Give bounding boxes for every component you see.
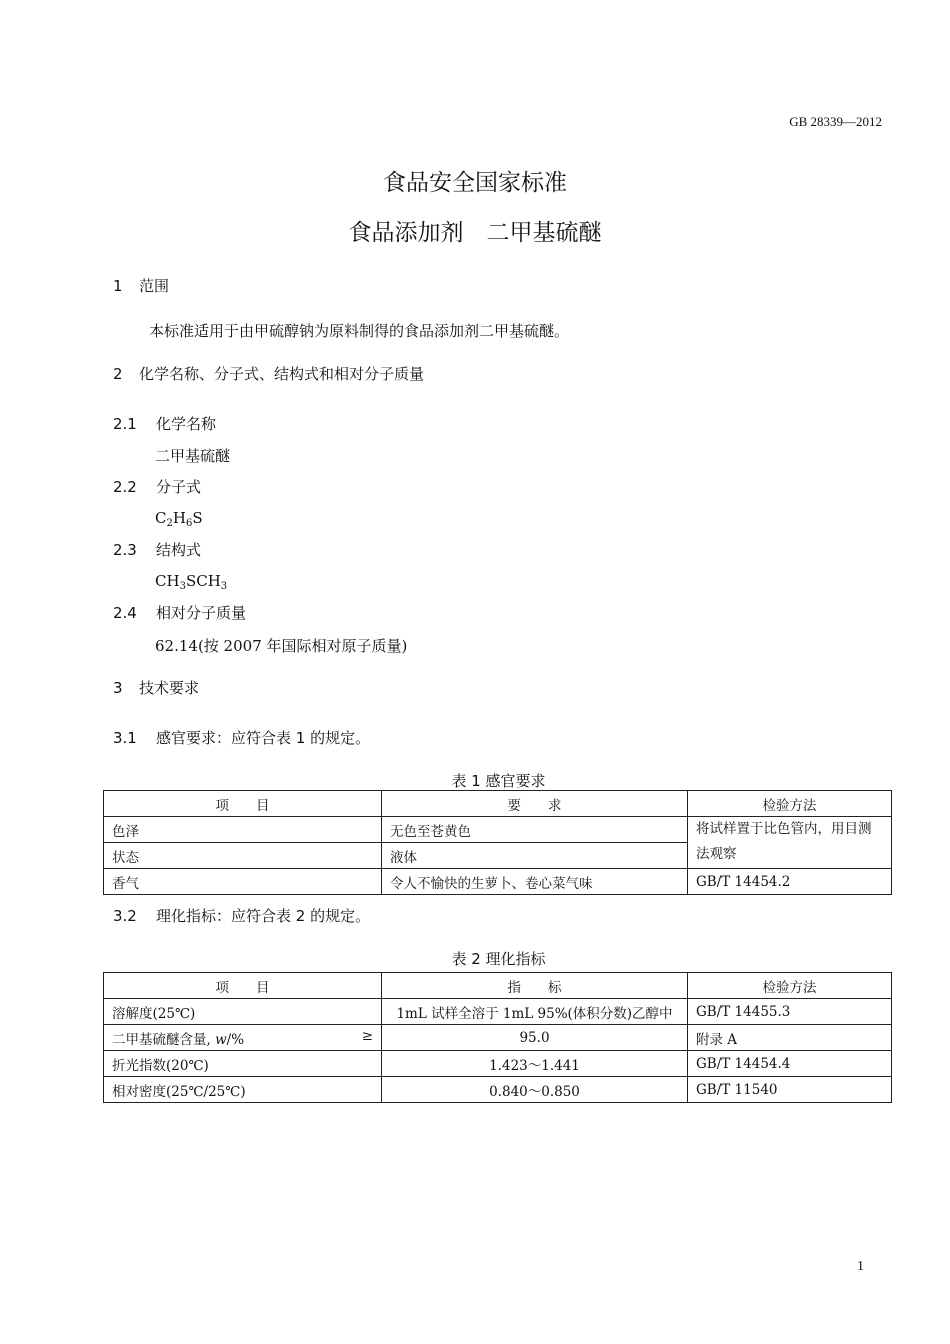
table-header-cell: 项 目	[104, 791, 382, 817]
chemical-name: 二甲基硫醚	[155, 447, 231, 465]
table-1-caption: 表 1 感官要求	[451, 772, 546, 790]
section-3-1-heading: 3.1 感官要求：应符合表 1 的规定。	[113, 729, 371, 747]
table-row	[104, 817, 892, 843]
section-3-2-heading: 3.2 理化指标：应符合表 2 的规定。	[113, 907, 371, 925]
section-2-heading: 2 化学名称、分子式、结构式和相对分子质量	[113, 365, 425, 383]
table-1-sensory-requirements	[103, 790, 892, 895]
table-cell: 附录 A	[688, 1025, 892, 1051]
section-2-4-heading: 2.4 相对分子质量	[113, 604, 247, 622]
table-header-row	[104, 973, 892, 999]
table-cell: GB/T 14454.2	[688, 869, 892, 895]
table-row	[104, 999, 892, 1025]
table-header-cell: 检验方法	[688, 791, 892, 817]
section-1-heading: 1 范围	[113, 277, 170, 295]
table-header-cell: 指 标	[382, 973, 688, 999]
page-number: 1	[857, 1259, 864, 1274]
table-header-cell: 检验方法	[688, 973, 892, 999]
section-3-heading: 3 技术要求	[113, 679, 200, 697]
table-row	[104, 869, 892, 895]
section-2-2-heading: 2.2 分子式	[113, 478, 202, 496]
section-1-text: 本标准适用于由甲硫醇钠为原料制得的食品添加剂二甲基硫醚。	[149, 322, 570, 340]
table-cell: 95.0	[382, 1025, 688, 1051]
table-header-row	[104, 791, 892, 817]
table-cell: GB/T 14454.4	[688, 1051, 892, 1077]
table-row	[104, 1077, 892, 1103]
table-cell: 香气	[104, 869, 382, 895]
table-header-cell: 项 目	[104, 973, 382, 999]
molecular-formula: $C_2H_6S$	[155, 509, 203, 529]
standard-number: GB 28339—2012	[789, 114, 882, 129]
table-cell: 0.840～0.850	[382, 1077, 688, 1103]
table-cell: 状态	[104, 843, 382, 869]
document-title: 食品安全国家标准	[383, 170, 567, 196]
gte-symbol: ≥	[361, 1027, 373, 1044]
table-cell: 令人不愉快的生萝卜、卷心菜气味	[382, 869, 688, 895]
section-2-1-heading: 2.1 化学名称	[113, 415, 217, 433]
table-cell: 溶解度(25℃)	[104, 999, 382, 1025]
table-cell: 相对密度(25℃/25℃)	[104, 1077, 382, 1103]
table-cell: 折光指数(20℃)	[104, 1051, 382, 1077]
table-cell-merged-method: 将试样置于比色管内，用目测法观察	[688, 817, 892, 869]
table-cell: GB/T 14455.3	[688, 999, 892, 1025]
table-cell: 色泽	[104, 817, 382, 843]
table-cell: 液体	[382, 843, 688, 869]
structural-formula: $CH_3SCH_3$	[155, 572, 228, 592]
table-header-cell: 要 求	[382, 791, 688, 817]
document-subtitle: 食品添加剂 二甲基硫醚	[348, 220, 602, 246]
table-cell: 1mL 试样全溶于 1mL 95%(体积分数)乙醇中	[382, 999, 688, 1025]
section-2-3-heading: 2.3 结构式	[113, 541, 202, 559]
table-cell: GB/T 11540	[688, 1077, 892, 1103]
table-cell: 1.423～1.441	[382, 1051, 688, 1077]
table-2-caption: 表 2 理化指标	[451, 950, 546, 968]
table-2-physicochemical-indicators	[103, 972, 892, 1103]
relative-molecular-mass: 62.14(按 2007 年国际相对原子质量)	[155, 637, 408, 655]
table-cell: 无色至苍黄色	[382, 817, 688, 843]
table-cell: 二甲基硫醚含量, w/% ≥	[104, 1025, 382, 1051]
table-row	[104, 1025, 892, 1051]
table-row	[104, 1051, 892, 1077]
